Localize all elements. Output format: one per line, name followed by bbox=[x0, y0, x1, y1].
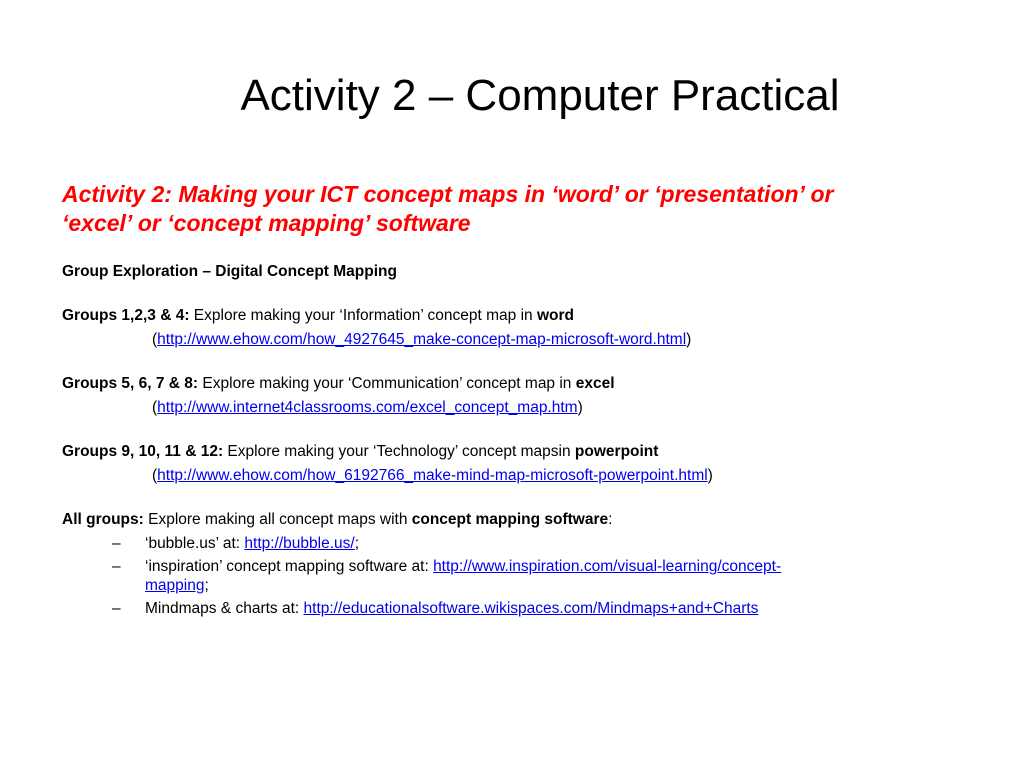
all-groups-line bbox=[62, 508, 962, 532]
group-exploration-heading: Group Exploration – Digital Concept Mapping bbox=[62, 263, 397, 280]
dash-bullet: – bbox=[112, 535, 121, 552]
group-link[interactable]: http://www.ehow.com/how_4927645_make-concept-map-microsoft-word.html bbox=[157, 331, 687, 348]
list-item-suffix: ; bbox=[204, 577, 209, 594]
inspiration-link-part1[interactable]: http://www.inspiration.com/visual-learning/concept- bbox=[433, 558, 782, 575]
group-link-line bbox=[62, 464, 962, 488]
group-block-2 bbox=[62, 372, 962, 420]
list-item-prefix: Mindmaps & charts at: bbox=[145, 600, 304, 617]
group-link-line bbox=[62, 328, 962, 352]
group-line bbox=[62, 440, 962, 464]
list-item bbox=[62, 557, 962, 595]
all-groups-text: Explore making all concept maps with bbox=[143, 511, 412, 528]
paren-open: ( bbox=[152, 399, 158, 416]
bubble-us-link[interactable]: http://bubble.us/ bbox=[244, 535, 355, 552]
group-label: Groups 5, 6, 7 & 8: bbox=[62, 375, 199, 392]
activity-heading bbox=[62, 180, 962, 238]
paren-close: ) bbox=[577, 399, 583, 416]
group-label: Groups 9, 10, 11 & 12: bbox=[62, 443, 224, 460]
activity-heading-line1: Activity 2: Making your ICT concept maps in ‘word’ or ‘presentation’ or bbox=[62, 181, 834, 207]
group-block-3 bbox=[62, 440, 962, 488]
dash-bullet: – bbox=[112, 600, 121, 617]
paren-close: ) bbox=[707, 467, 713, 484]
list-item-prefix: ‘bubble.us’ at: bbox=[145, 535, 245, 552]
group-block-1 bbox=[62, 304, 962, 352]
group-tool: powerpoint bbox=[574, 443, 659, 460]
paren-close: ) bbox=[686, 331, 692, 348]
software-list bbox=[62, 534, 962, 618]
mindmaps-link[interactable]: http://educationalsoftware.wikispaces.com/Mindmaps+and+Charts bbox=[303, 600, 759, 617]
all-groups-label: All groups: bbox=[62, 511, 144, 528]
all-groups-tool: concept mapping software bbox=[411, 511, 609, 528]
all-groups-block bbox=[62, 508, 962, 618]
slide-title: Activity 2 – Computer Practical bbox=[240, 71, 840, 120]
list-item bbox=[62, 599, 962, 618]
list-item-suffix: ; bbox=[354, 535, 360, 552]
group-line bbox=[62, 304, 962, 328]
group-line bbox=[62, 372, 962, 396]
group-text: Explore making your ‘Communication’ concept map in bbox=[198, 375, 576, 392]
paren-open: ( bbox=[152, 467, 158, 484]
all-groups-colon: : bbox=[608, 511, 613, 528]
dash-bullet: – bbox=[112, 558, 121, 575]
group-tool: excel bbox=[575, 375, 615, 392]
group-link-line bbox=[62, 396, 962, 420]
group-text: Explore making your ‘Information’ concept map in bbox=[189, 307, 537, 324]
group-link[interactable]: http://www.ehow.com/how_6192766_make-mind-map-microsoft-powerpoint.html bbox=[157, 467, 708, 484]
group-text: Explore making your ‘Technology’ concept mapsin bbox=[223, 443, 575, 460]
list-item-prefix: ‘inspiration’ concept mapping software at: bbox=[145, 558, 434, 575]
group-label: Groups 1,2,3 & 4: bbox=[62, 307, 190, 324]
list-item bbox=[62, 534, 962, 553]
paren-open: ( bbox=[152, 331, 158, 348]
group-tool: word bbox=[536, 307, 574, 324]
slide-content bbox=[62, 180, 962, 622]
group-link[interactable]: http://www.internet4classrooms.com/excel_concept_map.htm bbox=[157, 399, 578, 416]
activity-heading-line2: ‘excel’ or ‘concept mapping’ software bbox=[62, 210, 471, 236]
inspiration-link-part2[interactable]: mapping bbox=[145, 577, 205, 594]
